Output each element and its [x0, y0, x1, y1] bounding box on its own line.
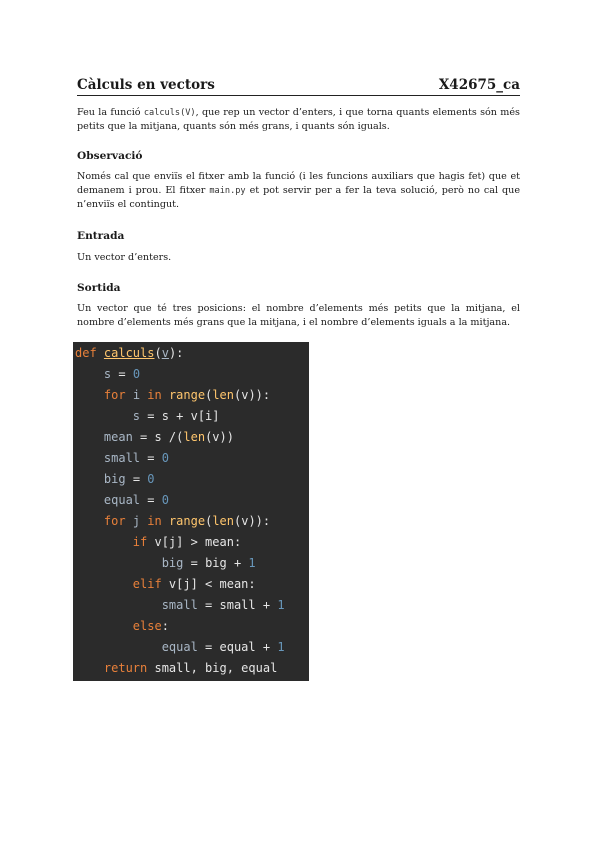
entrada-paragraph: Un vector d’enters. — [77, 252, 172, 263]
main-file-name: main.py — [209, 186, 246, 196]
observacio-heading: Observació — [77, 150, 143, 162]
sortida-heading: Sortida — [77, 282, 121, 294]
code-line: mean = s /(len(v)) — [103, 430, 234, 444]
code-line: if v[j] > mean: — [132, 535, 242, 549]
code-line: equal = 0 — [103, 493, 169, 507]
code-line: small = small + 1 — [161, 598, 285, 612]
code-line: s = 0 — [103, 367, 141, 381]
sortida-paragraph: Un vector que té tres posicions: el nombre d’elements més petits que la mitjana, el nombre d’elements més grans que la mitjana, i el nombre d’elements iguals a la mitjana. — [77, 303, 520, 328]
observacio-paragraph — [77, 170, 520, 212]
entrada-heading: Entrada — [77, 230, 125, 242]
function-signature: calculs(V) — [143, 108, 196, 118]
code-line: s = s + v[i] — [132, 409, 220, 423]
code-line: big = 0 — [103, 472, 155, 486]
observacio-text-start: Només cal que enviïs el fitxer amb la funció (i les funcions auxiliars que hagis fet) que et demanem i prou. El fitxer — [77, 171, 520, 196]
problem-title: Càlculs en vectors — [77, 77, 215, 93]
code-screenshot — [73, 342, 309, 681]
code-line: def calculs(v): — [75, 346, 184, 360]
code-line: big = big + 1 — [161, 556, 256, 570]
code-line: equal = equal + 1 — [161, 640, 285, 654]
observacio-text-end: et pot servir per a fer la teva solució, però no cal que n’enviïs el contingut. — [77, 185, 521, 210]
code-line: return small, big, equal — [103, 661, 278, 675]
intro-paragraph — [77, 106, 520, 134]
code-line: elif v[j] < mean: — [132, 577, 256, 591]
code-line: for j in range(len(v)): — [103, 514, 271, 528]
intro-text-start: Feu la funció — [77, 107, 144, 118]
code-line: small = 0 — [103, 451, 169, 465]
code-line: else: — [132, 619, 169, 633]
problem-header — [77, 77, 520, 96]
code-line: for i in range(len(v)): — [103, 388, 271, 402]
problem-code: X42675_ca — [438, 77, 520, 93]
intro-text-end: , que rep un vector d’enters, i que torna quants elements són més petits que la mitjana, quants són més grans, i quants són iguals. — [77, 107, 520, 132]
